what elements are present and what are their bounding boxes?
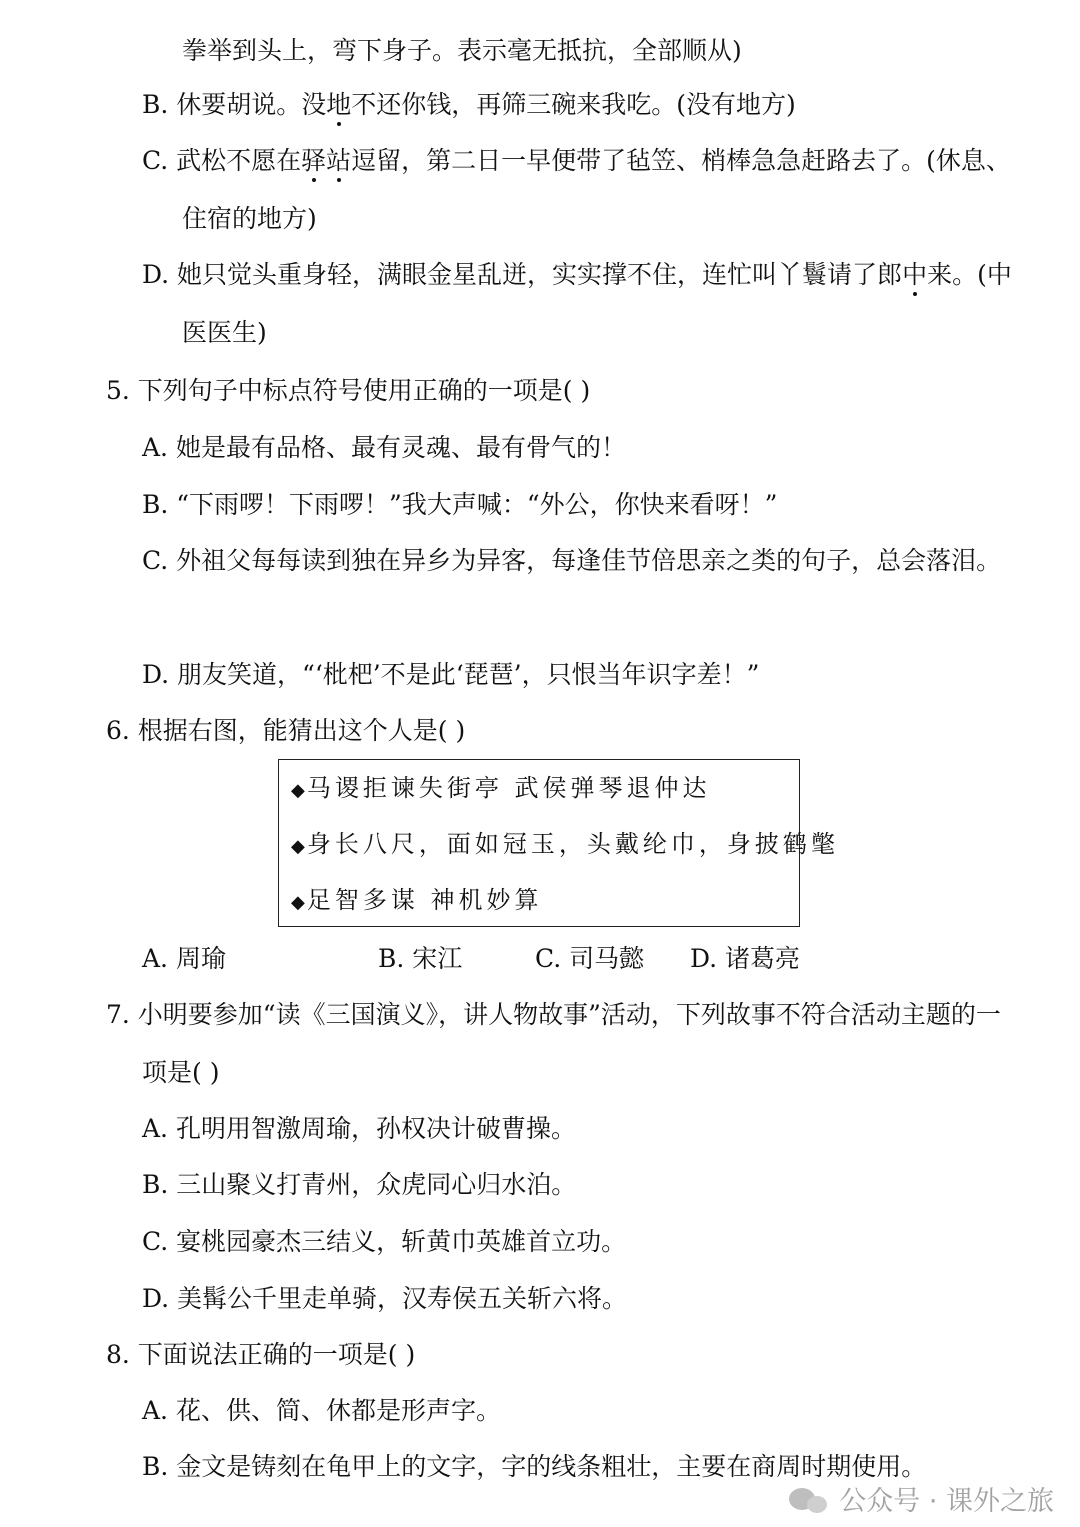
q4-option-b (142, 92, 796, 117)
wechat-logo-icon (789, 1486, 831, 1516)
q7-option-b: B. 三山聚义打青州，众虎同心归水泊。 (142, 1170, 577, 1199)
q4-option-b-post: 不还你钱，再筛三碗来我吃。(没有地方) (351, 90, 796, 119)
clue-line (291, 832, 839, 856)
q8-stem: 8. 下面说法正确的一项是( ) (106, 1340, 416, 1369)
q6-option-b: B. 宋江 (378, 944, 463, 973)
clue-line (291, 776, 710, 800)
q6-stem: 6. 根据右图，能猜出这个人是( ) (106, 716, 466, 745)
q4-option-d (142, 262, 1012, 287)
q4-continuation: 拳举到头上，弯下身子。表示毫无抵抗，全部顺从) (182, 36, 742, 65)
clue-line (291, 888, 542, 912)
emphasis-mark: 驿 (301, 146, 327, 175)
q5-option-a: A. 她是最有品格、最有灵魂、最有骨气的！ (142, 433, 626, 462)
character-clue-box (278, 759, 839, 927)
q7-stem-continuation: 项是( ) (142, 1058, 220, 1087)
watermark-text: 公众号 · 课外之旅 (839, 1485, 1054, 1517)
q4-option-c-post: 逗留，第二日一早便带了毡笠、梢棒急急赶路去了。(休息、 (351, 146, 1011, 175)
q6-option-a: A. 周瑜 (142, 944, 226, 973)
q7-option-c: C. 宴桃园豪杰三结义，斩黄巾英雄首立功。 (142, 1227, 627, 1256)
q7-option-a: A. 孔明用智激周瑜，孙权决计破曹操。 (142, 1114, 576, 1143)
q4-option-c-pre: C. 武松不愿在 (142, 146, 302, 175)
clue-text: 马谡拒谏失街亭 武侯弹琴退仲达 (306, 774, 711, 802)
q7-option-d: D. 美髯公千里走单骑，汉寿侯五关斩六将。 (142, 1284, 628, 1313)
emphasis-mark: 中 (902, 260, 928, 289)
q4-option-d-pre: D. 她只觉头重身轻，满眼金星乱迸，实实撑不住，连忙叫丫鬟请了郎 (142, 260, 903, 289)
emphasis-mark: 地 (326, 90, 352, 119)
q4-option-b-pre: B. 休要胡说。没 (142, 90, 327, 119)
q4-option-c (142, 148, 1011, 173)
q8-option-a: A. 花、供、简、休都是形声字。 (142, 1396, 501, 1425)
q8-option-b: B. 金文是铸刻在龟甲上的文字，字的线条粗壮，主要在商周时期使用。 (142, 1452, 927, 1481)
diamond-bullet-icon: ◆ (291, 836, 305, 857)
emphasis-mark: 站 (326, 146, 352, 175)
watermark (789, 1481, 1054, 1521)
q6-option-d: D. 诸葛亮 (690, 944, 801, 973)
clue-text: 身长八尺，面如冠玉，头戴纶巾，身披鹤氅 (306, 830, 839, 858)
q7-stem: 7. 小明要参加“读《三国演义》，讲人物故事”活动，下列故事不符合活动主题的一 (106, 1000, 1001, 1029)
q4-option-d-continuation: 医医生) (182, 318, 267, 347)
diamond-bullet-icon: ◆ (291, 780, 305, 801)
q6-option-c: C. 司马懿 (535, 944, 645, 973)
q4-option-d-post: 来。(中 (927, 260, 1012, 289)
q5-option-d: D. 朋友笑道，“‘枇杷’不是此‘琵琶’，只恨当年识字差！” (142, 660, 760, 689)
q5-option-b: B. “下雨啰！下雨啰！”我大声喊：“外公，你快来看呀！” (142, 490, 778, 519)
q4-option-c-continuation: 住宿的地方) (182, 204, 317, 233)
diamond-bullet-icon: ◆ (291, 892, 305, 913)
q5-stem: 5. 下列句子中标点符号使用正确的一项是( ) (106, 376, 591, 405)
clue-text: 足智多谋 神机妙算 (306, 886, 543, 914)
q5-option-c: C. 外祖父每每读到独在异乡为异客，每逢佳节倍思亲之类的句子，总会落泪。 (142, 546, 1002, 575)
